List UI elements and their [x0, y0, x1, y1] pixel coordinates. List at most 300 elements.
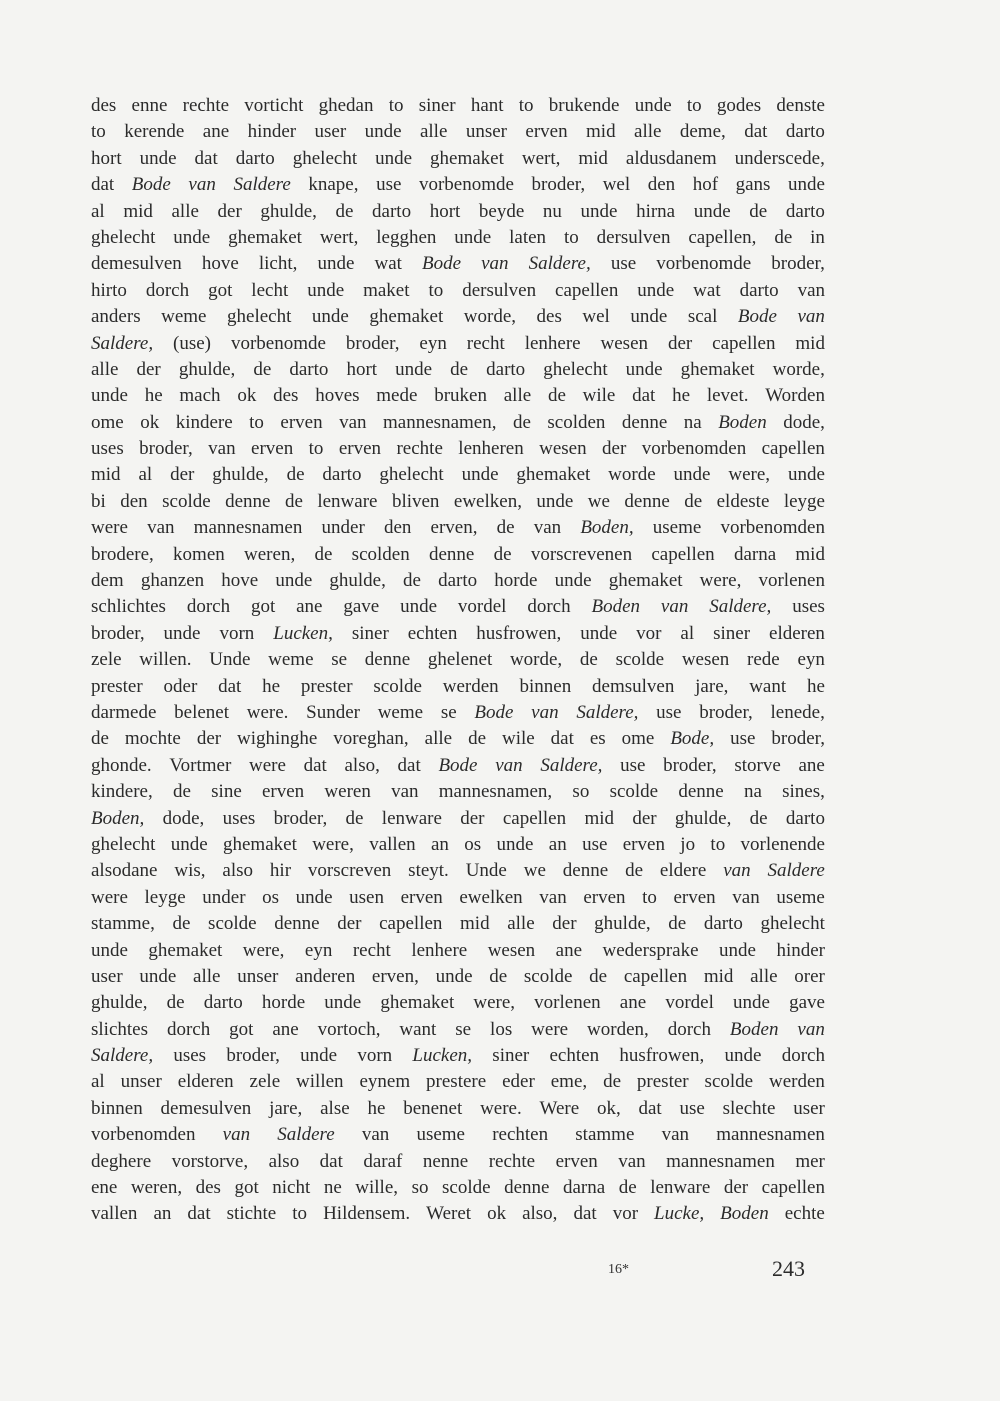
- text-line: [91, 410, 825, 436]
- word: bruken: [434, 385, 487, 407]
- word: siner: [351, 622, 389, 644]
- word: dat: [550, 728, 574, 750]
- word: recht: [466, 332, 505, 354]
- word: also: [268, 1150, 300, 1172]
- word: stamme: [575, 1124, 635, 1146]
- word: darto: [322, 464, 362, 486]
- word: hirto: [91, 279, 127, 301]
- word: he: [367, 1097, 386, 1119]
- word: Sunder: [306, 701, 360, 723]
- word: wille,: [355, 1177, 399, 1199]
- word: se: [440, 701, 457, 723]
- word: los: [490, 1018, 513, 1040]
- word: de: [286, 464, 305, 486]
- word: unser: [465, 121, 507, 143]
- word: unde: [91, 939, 128, 961]
- word: Worden: [765, 385, 825, 407]
- italic-word: Bode,: [670, 728, 715, 750]
- word: van: [618, 1150, 646, 1172]
- word: erven: [555, 1150, 598, 1172]
- word: mid: [703, 965, 734, 987]
- italic-word: Boden: [591, 596, 641, 618]
- word: ghemaket: [148, 939, 223, 961]
- word: he: [262, 675, 281, 697]
- word: wert,: [319, 226, 359, 248]
- text-line: [91, 1201, 825, 1227]
- word: licht,: [258, 253, 298, 275]
- italic-word: van: [797, 306, 825, 328]
- word: ghelecht: [91, 226, 156, 248]
- word: broder,: [771, 253, 825, 275]
- word: mid: [123, 200, 153, 222]
- word: broder,: [273, 807, 328, 829]
- word: husfrowen,: [476, 622, 562, 644]
- text-line: [91, 832, 825, 858]
- word: scolden: [351, 543, 410, 565]
- word: unde: [307, 279, 345, 301]
- word: de: [749, 807, 768, 829]
- word: rechte: [488, 1150, 536, 1172]
- word: echten: [549, 1045, 600, 1067]
- text-line: [91, 489, 825, 515]
- word: unde: [733, 992, 770, 1014]
- word: oder: [163, 675, 198, 697]
- word: prester: [91, 675, 143, 697]
- word: gave: [789, 992, 825, 1014]
- word: erven: [622, 833, 665, 855]
- word: enne: [131, 95, 168, 116]
- word: user: [793, 1097, 825, 1119]
- word: scolde: [704, 1071, 754, 1093]
- word: kerende: [124, 121, 185, 143]
- word: underscede,: [734, 147, 825, 169]
- word: ghemaket: [608, 570, 683, 592]
- word: dorch: [186, 596, 231, 618]
- word: vorticht: [244, 95, 304, 116]
- word: gans: [735, 174, 771, 196]
- word: dorch: [145, 279, 190, 301]
- word: unde: [275, 570, 313, 592]
- word: hoves: [315, 385, 360, 407]
- word: alle: [634, 121, 662, 143]
- word: erven: [261, 781, 305, 803]
- italic-word: Saldere,: [91, 1045, 154, 1067]
- word: des: [273, 385, 299, 407]
- word: wesen: [539, 438, 587, 460]
- word: slechte: [722, 1097, 776, 1119]
- word: der: [667, 332, 693, 354]
- word: to: [686, 95, 702, 116]
- word: unde: [461, 464, 499, 486]
- word: capellen: [761, 438, 825, 460]
- word: under: [321, 517, 365, 539]
- word: alle: [507, 913, 535, 935]
- word: rechten: [492, 1124, 549, 1146]
- word: want: [399, 1018, 437, 1040]
- word: daraf: [363, 1150, 403, 1172]
- word: alle: [419, 121, 448, 143]
- word: de: [547, 385, 566, 407]
- word: unde: [496, 833, 534, 855]
- word: wat: [693, 279, 721, 301]
- word: ghemaket: [516, 464, 591, 486]
- word: were,: [728, 464, 771, 486]
- word: ghonde.: [91, 754, 152, 776]
- word: an: [153, 1203, 172, 1225]
- word: dat: [218, 675, 242, 697]
- word: van: [391, 781, 419, 803]
- word: ghemaket: [430, 147, 504, 169]
- word: elderen: [177, 1071, 234, 1093]
- word: van: [797, 279, 825, 301]
- word: mede: [376, 385, 418, 407]
- word: unde: [454, 226, 492, 248]
- word: ghelecht: [227, 306, 292, 328]
- italic-word: Boden,: [580, 517, 634, 539]
- word: vorbenomden: [91, 1124, 196, 1146]
- word: beyde: [478, 200, 525, 222]
- word: de: [166, 992, 185, 1014]
- word: willen: [296, 1071, 344, 1093]
- word: dem: [91, 570, 124, 592]
- italic-word: Boden: [718, 411, 767, 433]
- page-number: 243: [772, 1256, 805, 1281]
- text-line: [91, 119, 825, 145]
- word: unser: [120, 1071, 162, 1093]
- word: vorn: [357, 1045, 393, 1067]
- word: an: [548, 833, 567, 855]
- word: unde: [787, 464, 825, 486]
- word: use: [620, 754, 646, 776]
- word: mer: [795, 1150, 825, 1172]
- signature-mark: 16*: [608, 1262, 629, 1277]
- word: to: [292, 1203, 308, 1225]
- word: vor: [636, 622, 662, 644]
- word: so: [572, 781, 590, 803]
- word: ghulde,: [260, 200, 317, 222]
- text-line: [91, 964, 825, 990]
- word: dat: [573, 1203, 597, 1225]
- word: vordel: [457, 596, 507, 618]
- word: de: [284, 490, 303, 512]
- text-line: [91, 806, 825, 832]
- word: horde: [494, 570, 538, 592]
- word: also,: [344, 754, 380, 776]
- word: demsulven: [592, 675, 675, 697]
- text-line: [91, 726, 825, 752]
- word: use: [582, 833, 608, 855]
- word: belenet: [174, 701, 229, 723]
- word: were: [248, 754, 286, 776]
- word: darto: [372, 200, 412, 222]
- word: prester: [300, 675, 353, 697]
- word: demesulven: [91, 253, 182, 275]
- word: jo: [680, 833, 696, 855]
- italic-word: van: [222, 1124, 251, 1146]
- word: user: [314, 121, 347, 143]
- word: der: [552, 913, 577, 935]
- word: dat: [194, 147, 218, 169]
- word: de: [489, 965, 508, 987]
- word: ghulde,: [212, 464, 269, 486]
- word: want: [749, 675, 787, 697]
- word: scolde: [208, 913, 257, 935]
- text-line: [91, 304, 825, 330]
- italic-word: Saldere: [233, 174, 291, 196]
- word: use: [730, 728, 756, 750]
- word: ne: [323, 1177, 342, 1199]
- word: were,: [242, 939, 285, 961]
- word: unde: [139, 965, 177, 987]
- word: hort: [91, 147, 122, 169]
- word: rechte: [182, 95, 230, 116]
- word: capellen: [712, 332, 776, 354]
- word: der: [170, 464, 195, 486]
- word: alse: [320, 1097, 350, 1119]
- word: scolden: [547, 411, 606, 433]
- word: wat: [374, 253, 402, 275]
- word: eme,: [550, 1071, 588, 1093]
- word: de: [345, 807, 364, 829]
- word: na: [743, 781, 762, 803]
- word: vorlenende: [740, 833, 825, 855]
- text-line: [91, 1175, 825, 1201]
- word: lenware: [381, 807, 442, 829]
- text-line: [91, 938, 825, 964]
- word: husfrowen,: [619, 1045, 705, 1067]
- word: vorscrevenen: [530, 543, 633, 565]
- word: eyn: [419, 332, 447, 354]
- word: wel: [602, 174, 631, 196]
- word: erven: [251, 438, 294, 460]
- word: wighinghe: [237, 728, 318, 750]
- word: wesen: [681, 649, 730, 671]
- word: scolde: [162, 490, 211, 512]
- text-line: [91, 674, 825, 700]
- word: erven: [673, 886, 716, 908]
- word: eldere: [659, 860, 707, 882]
- word: user: [91, 965, 123, 987]
- word: broder,: [699, 701, 753, 723]
- word: wert,: [521, 147, 561, 169]
- word: erven,: [371, 965, 419, 987]
- word: den: [383, 517, 412, 539]
- word: were,: [312, 833, 354, 855]
- italic-word: Bode: [422, 253, 462, 275]
- word: were,: [473, 992, 516, 1014]
- word: werden: [769, 1071, 825, 1093]
- word: vorlenen: [758, 570, 825, 592]
- word: ane: [619, 992, 647, 1014]
- word: bi: [91, 490, 106, 512]
- word: de: [496, 517, 515, 539]
- word: unde: [400, 596, 438, 618]
- word: darto: [785, 807, 825, 829]
- word: alle: [193, 965, 221, 987]
- word: rede: [747, 649, 780, 671]
- word: hinder: [776, 939, 825, 961]
- word: denne: [562, 860, 609, 882]
- word: kindere: [175, 411, 233, 433]
- word: unde: [173, 226, 211, 248]
- word: unde: [91, 385, 128, 407]
- word: der: [723, 1177, 749, 1199]
- word: ghulde,: [594, 913, 651, 935]
- word: steyt.: [408, 860, 449, 882]
- word: leyge: [783, 490, 825, 512]
- word: deme,: [679, 121, 726, 143]
- word: de: [512, 411, 531, 433]
- word: van: [208, 438, 236, 460]
- word: were: [91, 886, 128, 908]
- word: were: [531, 1018, 569, 1040]
- italic-word: Saldere,: [576, 701, 639, 723]
- text-line: [91, 568, 825, 594]
- word: darto: [235, 147, 275, 169]
- word: scolde: [609, 781, 659, 803]
- word: ane: [798, 754, 825, 776]
- word: lenede,: [770, 701, 825, 723]
- word: ok: [140, 411, 160, 433]
- word: sines,: [782, 781, 825, 803]
- italic-word: van: [531, 701, 559, 723]
- italic-word: Boden,: [91, 807, 145, 829]
- word: under: [202, 886, 246, 908]
- word: broder,: [139, 438, 193, 460]
- word: weme: [377, 701, 424, 723]
- word: scolde: [442, 1177, 491, 1199]
- word: de: [618, 1177, 637, 1199]
- word: capellen: [623, 965, 688, 987]
- word: use: [679, 1097, 705, 1119]
- word: leyge: [144, 886, 186, 908]
- word: jare,: [269, 1097, 303, 1119]
- word: ewelken: [459, 886, 523, 908]
- word: siner: [418, 95, 456, 116]
- word: scolde: [523, 965, 573, 987]
- text-line: [91, 199, 825, 225]
- italic-word: Boden: [720, 1203, 769, 1225]
- word: nu: [542, 200, 562, 222]
- word: unde: [395, 358, 433, 380]
- text-line: [91, 146, 825, 172]
- word: zele: [249, 1071, 281, 1093]
- word: de: [749, 200, 768, 222]
- word: kindere,: [91, 781, 153, 803]
- word: brodere,: [91, 543, 154, 565]
- word: prestere: [426, 1071, 487, 1093]
- text-line: [91, 885, 825, 911]
- word: broder,: [771, 728, 825, 750]
- italic-word: Saldere,: [709, 596, 772, 618]
- word: also,: [522, 1203, 558, 1225]
- word: eyn: [304, 939, 333, 961]
- text-line: [91, 700, 825, 726]
- italic-word: van: [797, 1018, 825, 1040]
- word: van: [339, 411, 367, 433]
- word: use: [610, 253, 637, 275]
- word: darto: [486, 358, 526, 380]
- word: capellen,: [688, 226, 757, 248]
- word: siner: [492, 1045, 530, 1067]
- word: scal: [687, 306, 718, 328]
- word: horde: [261, 992, 306, 1014]
- word: ghelecht: [543, 358, 608, 380]
- word: scolde: [373, 675, 422, 697]
- word: darto: [785, 121, 825, 143]
- word: hort: [346, 358, 378, 380]
- word: de: [468, 728, 486, 750]
- word: maket: [363, 279, 410, 301]
- word: erven,: [430, 517, 478, 539]
- word: vorbenomden: [641, 438, 747, 460]
- word: ok: [237, 385, 257, 407]
- word: van: [732, 886, 760, 908]
- italic-word: Bode: [737, 306, 777, 328]
- italic-word: Lucken,: [273, 622, 333, 644]
- word: dat: [187, 1203, 211, 1225]
- word: der: [136, 358, 161, 380]
- text-line: [91, 1043, 825, 1069]
- word: dat: [744, 121, 768, 143]
- word: stamme,: [91, 913, 155, 935]
- word: scolde: [615, 649, 665, 671]
- word: ghemaket: [680, 358, 755, 380]
- word: capellen: [651, 543, 715, 565]
- word: ghulde,: [674, 807, 732, 829]
- word: mannesnamen: [666, 1150, 775, 1172]
- word: ghemaket: [380, 992, 455, 1014]
- word: were.: [246, 701, 289, 723]
- word: weme: [268, 649, 314, 671]
- word: unde: [693, 200, 731, 222]
- word: denne: [364, 649, 411, 671]
- word: denne: [678, 781, 724, 803]
- word: nicht: [272, 1177, 311, 1199]
- word: des: [536, 306, 562, 328]
- word: unde: [364, 121, 402, 143]
- word: unde: [673, 464, 711, 486]
- word: to: [308, 438, 324, 460]
- word: dorch: [166, 1018, 211, 1040]
- word: unde: [435, 965, 473, 987]
- text-line: [91, 172, 825, 198]
- word: use: [376, 174, 402, 196]
- word: dode,: [162, 807, 205, 829]
- word: recht: [352, 939, 391, 961]
- word: siner: [713, 622, 751, 644]
- word: Hildensem.: [323, 1203, 411, 1225]
- word: got: [208, 279, 233, 301]
- word: broder,: [531, 174, 586, 196]
- word: al: [138, 464, 153, 486]
- word: mid: [586, 121, 616, 143]
- word: capellen: [502, 807, 567, 829]
- word: benenet: [403, 1097, 463, 1119]
- word: slichtes: [91, 1018, 148, 1040]
- text-line: [91, 911, 825, 937]
- word: wesen: [487, 939, 536, 961]
- word: broder,: [226, 1045, 280, 1067]
- word: hirna: [636, 200, 676, 222]
- word: alsodane: [91, 860, 158, 882]
- text-line: [91, 1122, 825, 1148]
- word: ghemaket: [228, 226, 302, 248]
- word: worden,: [587, 1018, 649, 1040]
- word: unde: [375, 147, 413, 169]
- word: erven: [525, 121, 568, 143]
- word: mannesnamen,: [383, 411, 497, 433]
